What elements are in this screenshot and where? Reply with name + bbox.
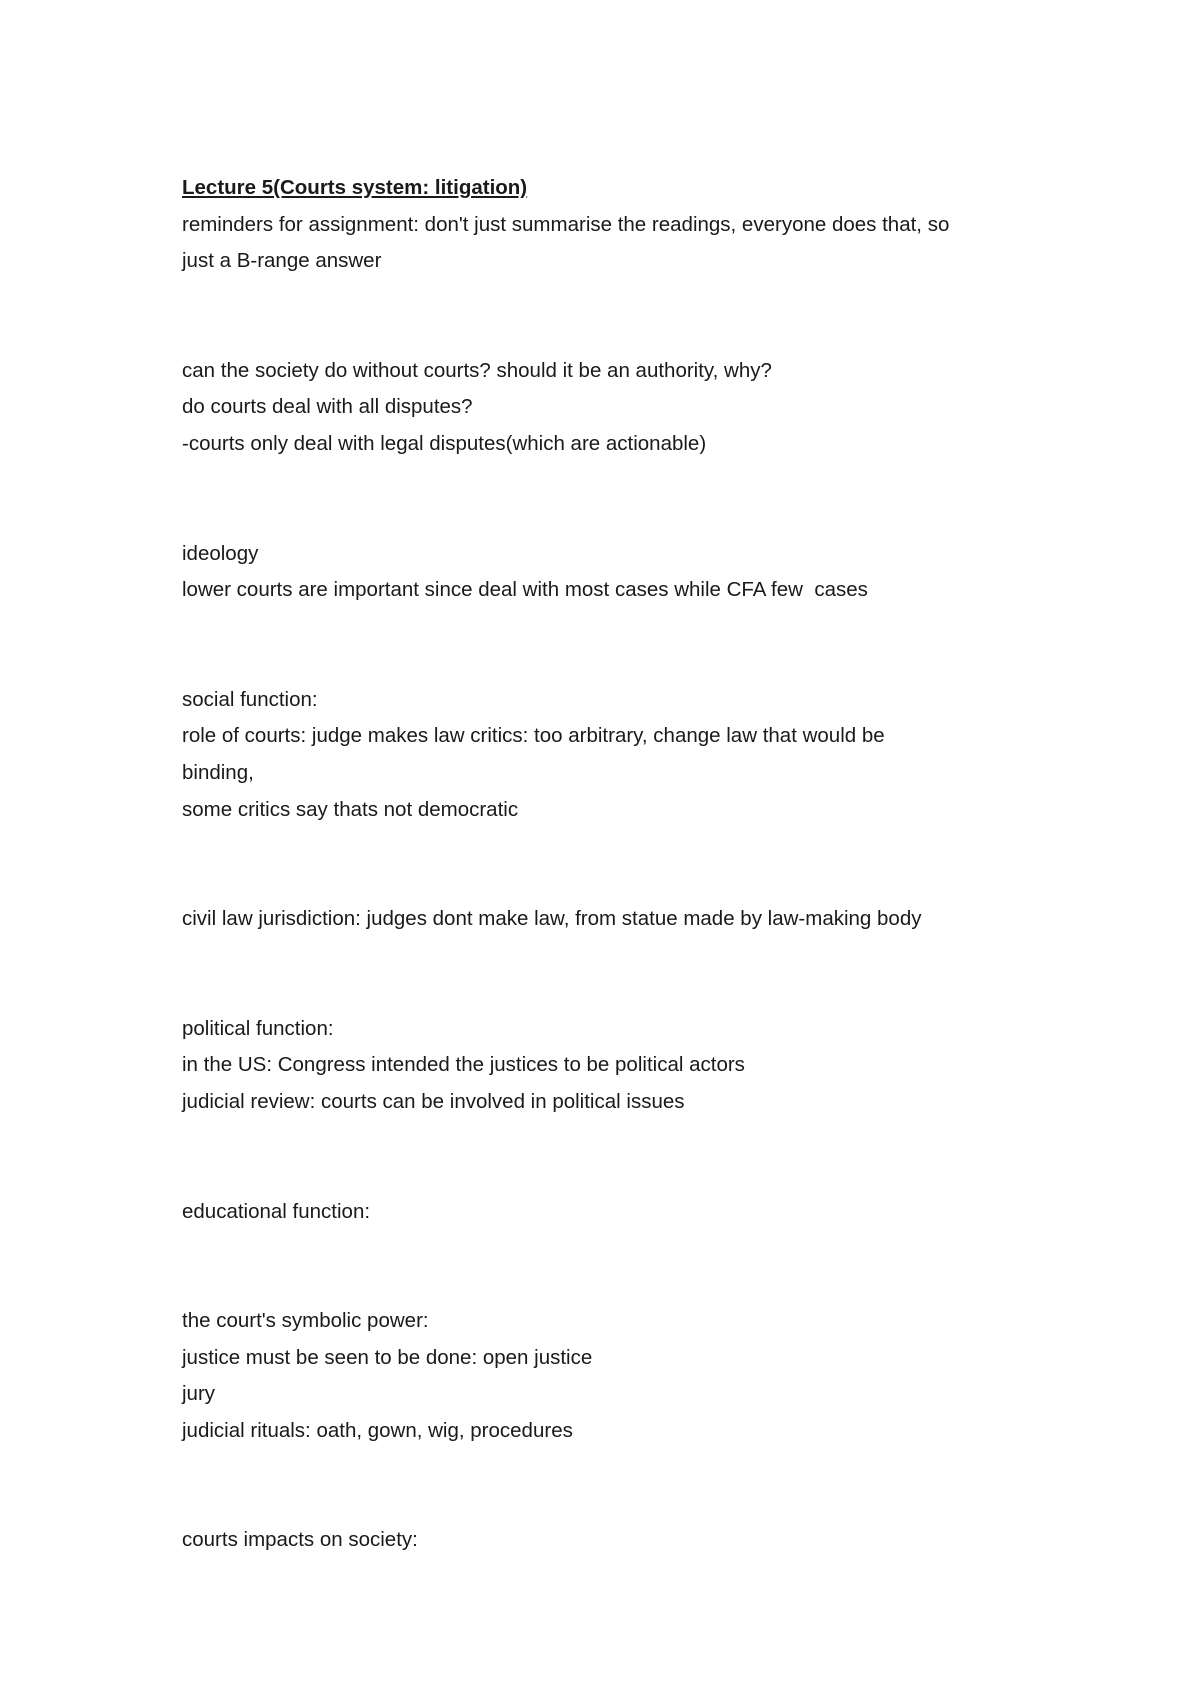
blank-gap	[182, 1121, 1032, 1194]
document-content	[182, 170, 1032, 1559]
text-line: civil law jurisdiction: judges dont make law, from statue made by law-making body	[182, 907, 922, 931]
text-line: role of courts: judge makes law critics: too arbitrary, change law that would be	[182, 724, 885, 748]
text-line: judicial review: courts can be involved in political issues	[182, 1089, 685, 1113]
text-line: -courts only deal with legal disputes(which are actionable)	[182, 431, 707, 455]
text-line: do courts deal with all disputes?	[182, 395, 473, 419]
section-heading: political function:	[182, 1016, 334, 1040]
blank-gap	[182, 1230, 1032, 1303]
text-line: reminders for assignment: don't just summarise the readings, everyone does that, so	[182, 212, 950, 236]
text-line: binding,	[182, 760, 254, 784]
section-heading: educational function:	[182, 1199, 371, 1223]
text-line: just a B-range answer	[182, 249, 382, 273]
section-educational-function	[182, 1194, 1032, 1231]
section-symbolic-power	[182, 1303, 1032, 1449]
blank-gap	[182, 463, 1032, 536]
section-heading: ideology	[182, 541, 259, 565]
section-intro	[182, 207, 1032, 280]
lecture-title: Lecture 5(Courts system: litigation)	[182, 176, 528, 199]
blank-gap	[182, 1449, 1032, 1522]
section-ideology	[182, 536, 1032, 609]
section-political-function	[182, 1011, 1032, 1121]
text-line: some critics say thats not democratic	[182, 797, 519, 821]
text-line: in the US: Congress intended the justices to be political actors	[182, 1053, 745, 1077]
section-heading: the court's symbolic power:	[182, 1309, 429, 1333]
blank-gap	[182, 609, 1032, 682]
text-line: judicial rituals: oath, gown, wig, procedures	[182, 1418, 573, 1442]
blank-gap	[182, 280, 1032, 353]
section-heading: courts impacts on society:	[182, 1528, 418, 1552]
section-civil-law	[182, 901, 1032, 938]
blank-gap	[182, 938, 1032, 1011]
text-line: can the society do without courts? should it be an authority, why?	[182, 358, 772, 382]
text-line: justice must be seen to be done: open justice	[182, 1345, 593, 1369]
section-social-function	[182, 682, 1032, 828]
section-impacts	[182, 1522, 1032, 1559]
text-line: lower courts are important since deal with most cases while CFA few cases	[182, 578, 868, 602]
text-line: jury	[182, 1382, 216, 1406]
blank-gap	[182, 828, 1032, 901]
section-courts-need	[182, 353, 1032, 463]
section-heading: social function:	[182, 687, 318, 711]
